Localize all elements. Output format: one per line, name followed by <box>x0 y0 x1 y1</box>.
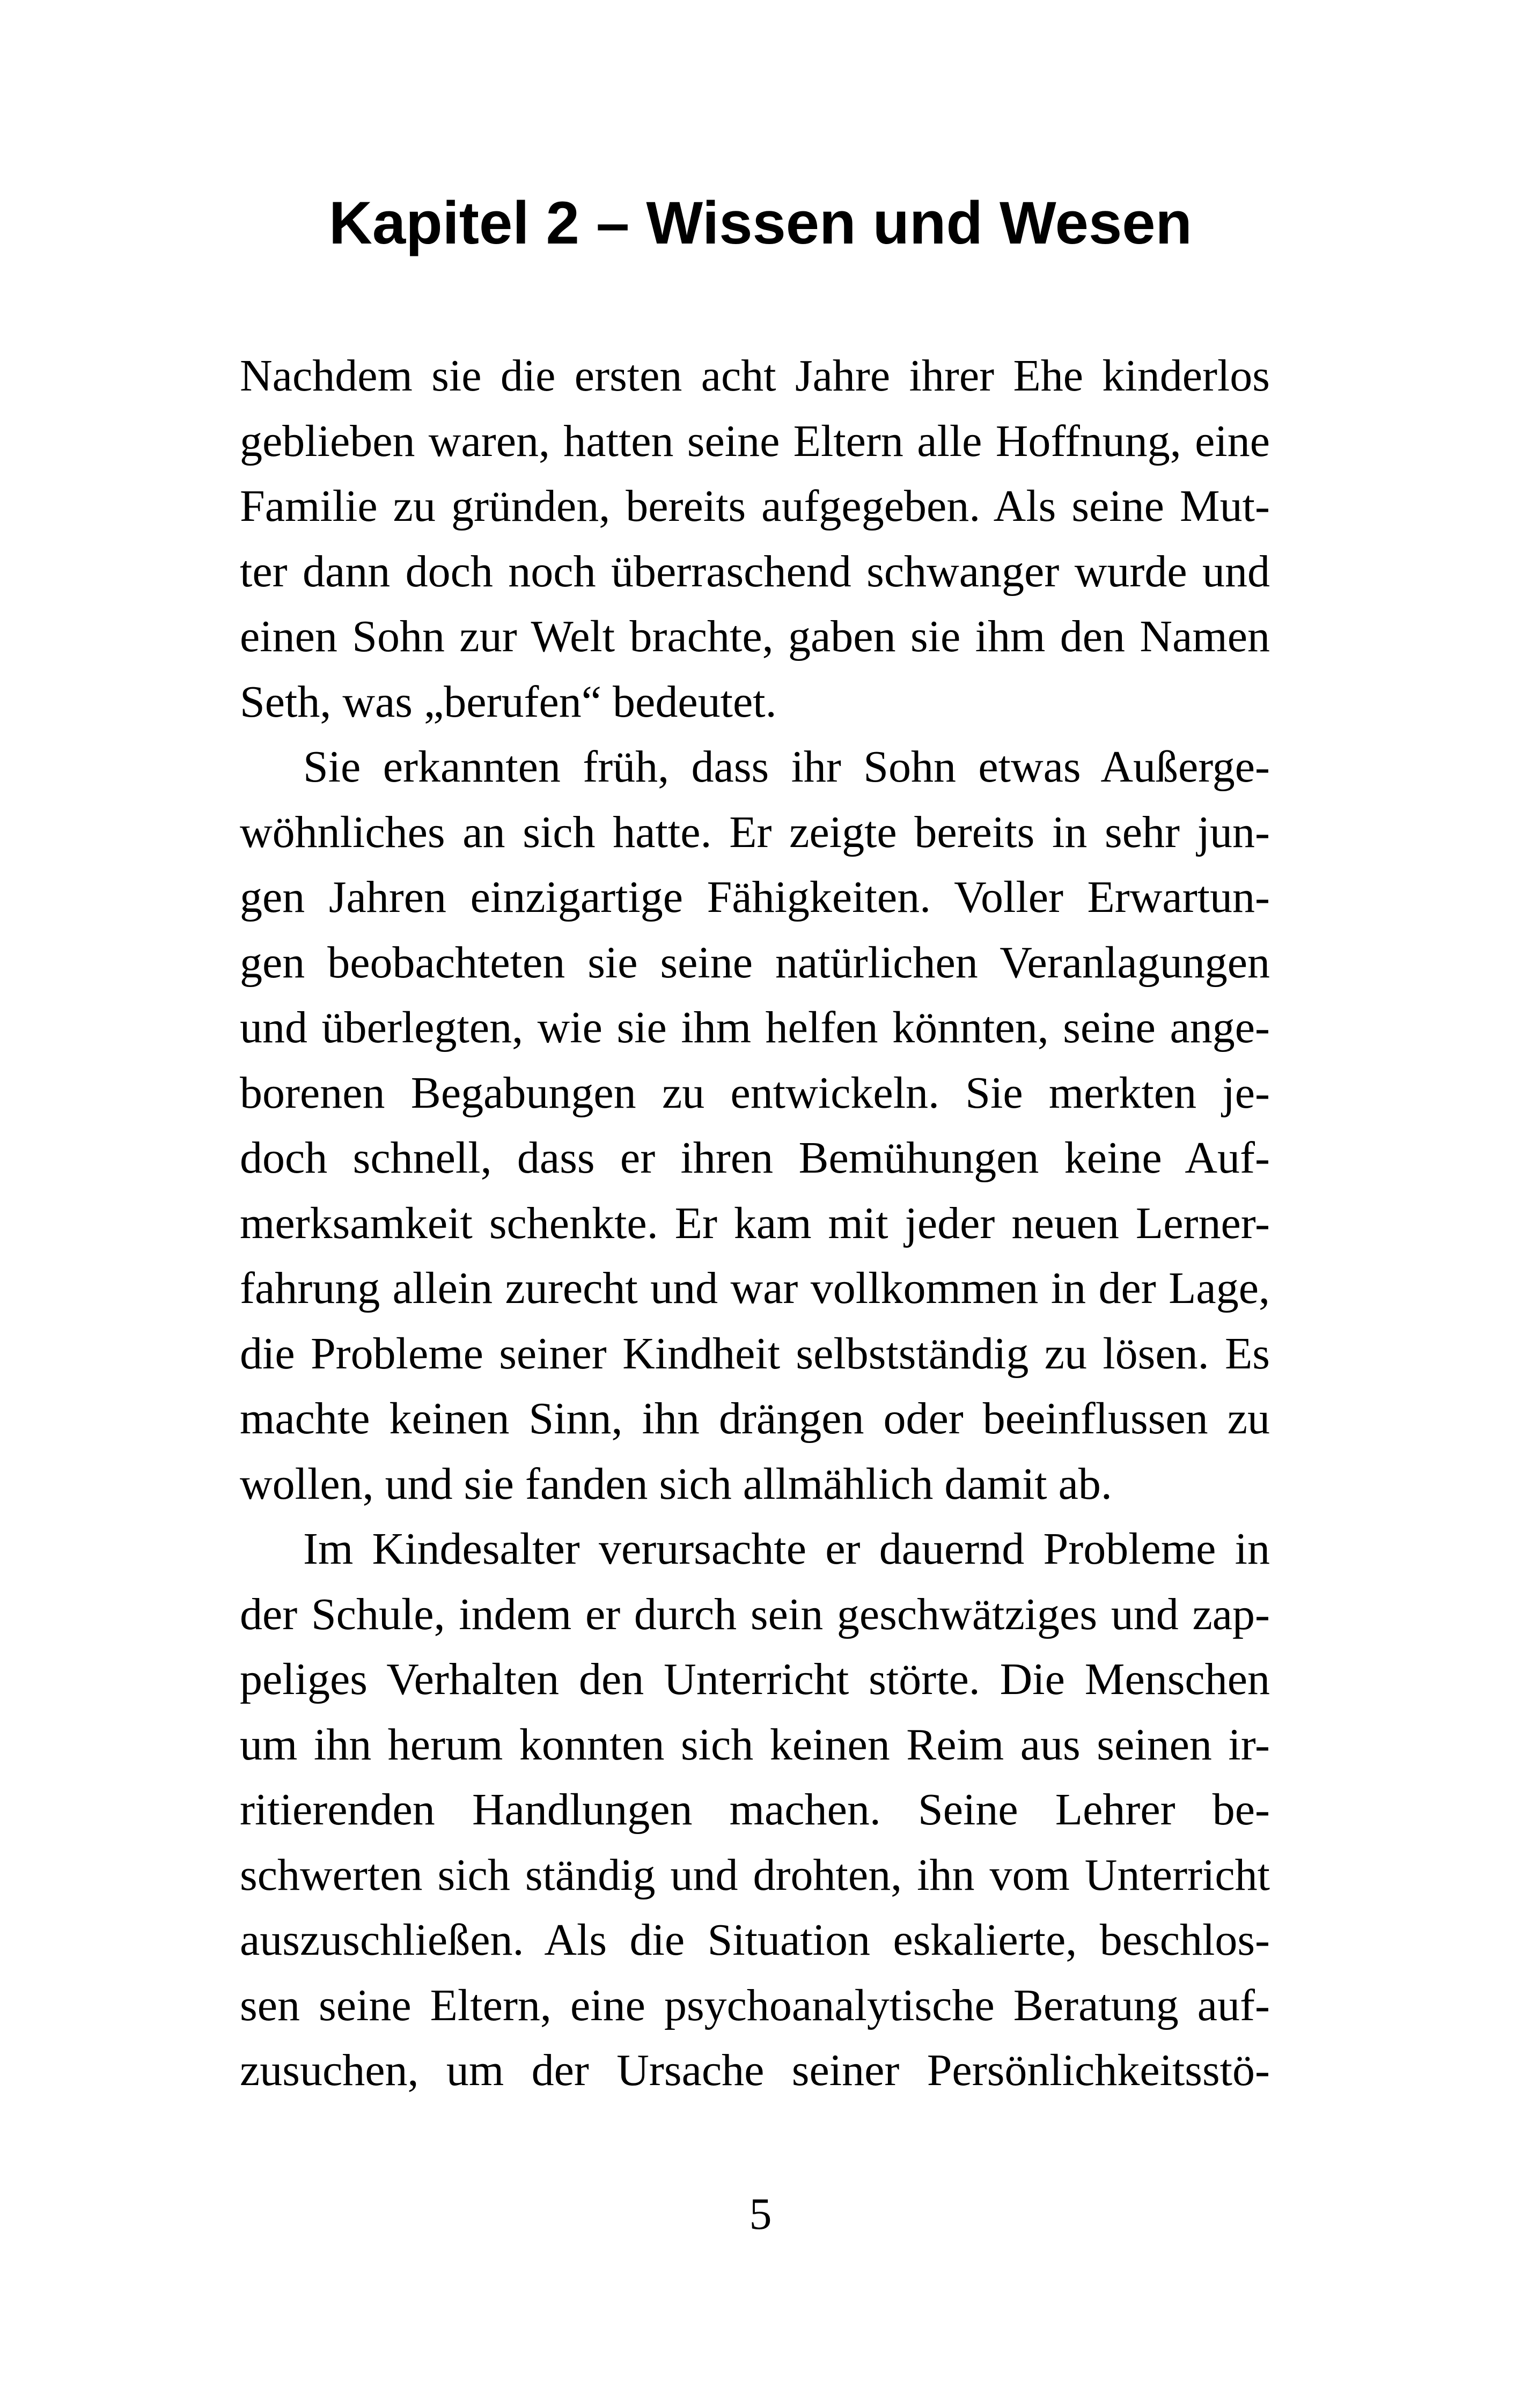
text-line: zusuchen, um der Ursache seiner Persönlichkeitsstö- <box>240 2045 1270 2095</box>
text-line: sen seine Eltern, eine psychoanalytische Beratung auf- <box>240 1980 1270 2030</box>
text-line: borenen Begabungen zu entwickeln. Sie merkten je- <box>240 1067 1270 1118</box>
text-line: gen Jahren einzigartige Fähigkeiten. Voller Erwartun- <box>240 872 1270 922</box>
text-line: geblieben waren, hatten seine Eltern alle Hoffnung, eine <box>240 416 1270 466</box>
text-line: Seth, was „berufen“ bedeutet. <box>240 676 777 727</box>
text-line: und überlegten, wie sie ihm helfen könnten, seine ange- <box>240 1003 1270 1052</box>
text-line: wöhnliches an sich hatte. Er zeigte bereits in sehr jun- <box>240 807 1270 857</box>
text-line: merksamkeit schenkte. Er kam mit jeder neuen Lerner- <box>240 1198 1270 1248</box>
text-line: Sie erkannten früh, dass ihr Sohn etwas Außerge- <box>303 742 1270 792</box>
text-line: Familie zu gründen, bereits aufgegeben. Als seine Mut- <box>240 481 1270 531</box>
text-line: der Schule, indem er durch sein geschwätziges und zap- <box>240 1589 1270 1639</box>
text-line: die Probleme seiner Kindheit selbstständig zu lösen. Es <box>240 1328 1270 1379</box>
text-line: um ihn herum konnten sich keinen Reim aus seinen ir- <box>240 1719 1270 1770</box>
text-line: ter dann doch noch überraschend schwanger wurde und <box>240 546 1270 597</box>
text-line: peliges Verhalten den Unterricht störte. Die Menschen <box>240 1654 1270 1704</box>
text-line: auszuschließen. Als die Situation eskalierte, beschlos- <box>240 1915 1270 1965</box>
text-line: gen beobachteten sie seine natürlichen Veranlagungen <box>240 937 1270 988</box>
text-line: machte keinen Sinn, ihn drängen oder beeinflussen zu <box>240 1394 1270 1444</box>
text-line: wollen, und sie fanden sich allmählich damit ab. <box>240 1459 1112 1509</box>
body-text <box>240 343 1270 2103</box>
text-line: doch schnell, dass er ihren Bemühungen keine Auf- <box>240 1133 1270 1183</box>
text-line: Im Kindesalter verursachte er dauernd Probleme in <box>303 1524 1270 1574</box>
text-line: schwerten sich ständig und drohten, ihn vom Unterricht <box>240 1850 1270 1900</box>
page-number: 5 <box>749 2189 772 2239</box>
text-line: fahrung allein zurecht und war vollkommen in der Lage, <box>240 1263 1270 1313</box>
text-line: Nachdem sie die ersten acht Jahre ihrer Ehe kinderlos <box>240 351 1270 401</box>
text-line: einen Sohn zur Welt brachte, gaben sie ihm den Namen <box>240 612 1270 661</box>
text-line: ritierenden Handlungen machen. Seine Lehrer be- <box>240 1785 1270 1835</box>
chapter-title: Kapitel 2 – Wissen und Wesen <box>329 189 1192 256</box>
